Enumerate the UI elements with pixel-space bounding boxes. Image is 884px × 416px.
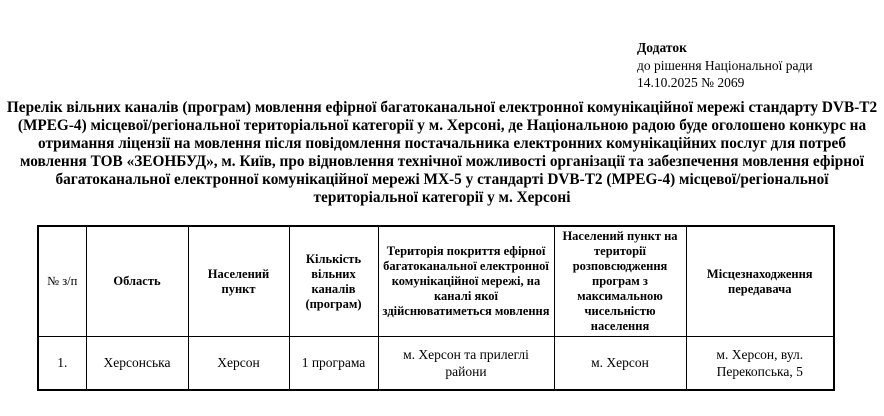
header-cell-number: № з/п (38, 226, 86, 337)
header-cell-transmitter-location: Місцезнаходження передавача (686, 226, 834, 337)
document-title: Перелік вільних каналів (програм) мовлення ефірної багатоканальної електронної комунікаційної мережі стандарту DVB-T2 (MPEG-4) місцевої/регіональної територіальної категорії у м. Херсоні, де Національною радою буде оголошено конкурс на отримання ліцензії на мовлення після повідомлення постачальника електронних комунікаційних послуг для потреб мовлення ТОВ «ЗЕОНБУД», м. Київ, про відновлення технічної можливості організації та забезпечення мовлення ефірної багатоканальної електронної комунікаційної мережі МХ-5 у стандарті DVB-T2 (MPEG-4) місцевої/регіональної територіальної категорії у м. Херсоні (6, 99, 878, 206)
cell-number: 1. (38, 337, 86, 390)
table-header-row (38, 226, 834, 337)
cell-settlement: Херсон (188, 337, 289, 390)
appendix-annotation (637, 39, 813, 92)
cell-coverage-territory: м. Херсон та прилеглі райони (378, 337, 554, 390)
appendix-decision-line: до рішення Національної ради (637, 57, 813, 73)
cell-oblast: Херсонська (86, 337, 188, 390)
cell-channel-count: 1 програма (289, 337, 378, 390)
cell-transmitter-location: м. Херсон, вул. Перекопська, 5 (686, 337, 834, 390)
appendix-title: Додаток (637, 40, 687, 55)
header-cell-max-population-settlement: Населений пункт на території розповсюдження програм з максимальною чисельністю населення (554, 226, 686, 337)
header-cell-settlement: Населений пункт (188, 226, 289, 337)
appendix-date-number: 14.10.2025 № 2069 (637, 75, 745, 90)
channels-table (37, 225, 835, 391)
header-cell-oblast: Область (86, 226, 188, 337)
header-cell-channel-count: Кількість вільних каналів (програм) (289, 226, 378, 337)
header-cell-coverage-territory: Територія покриття ефірної багатоканальної електронної комунікаційної мережі, на каналі якої здійснюватиметься мовлення (378, 226, 554, 337)
table-row (38, 337, 834, 390)
cell-max-population-settlement: м. Херсон (554, 337, 686, 390)
